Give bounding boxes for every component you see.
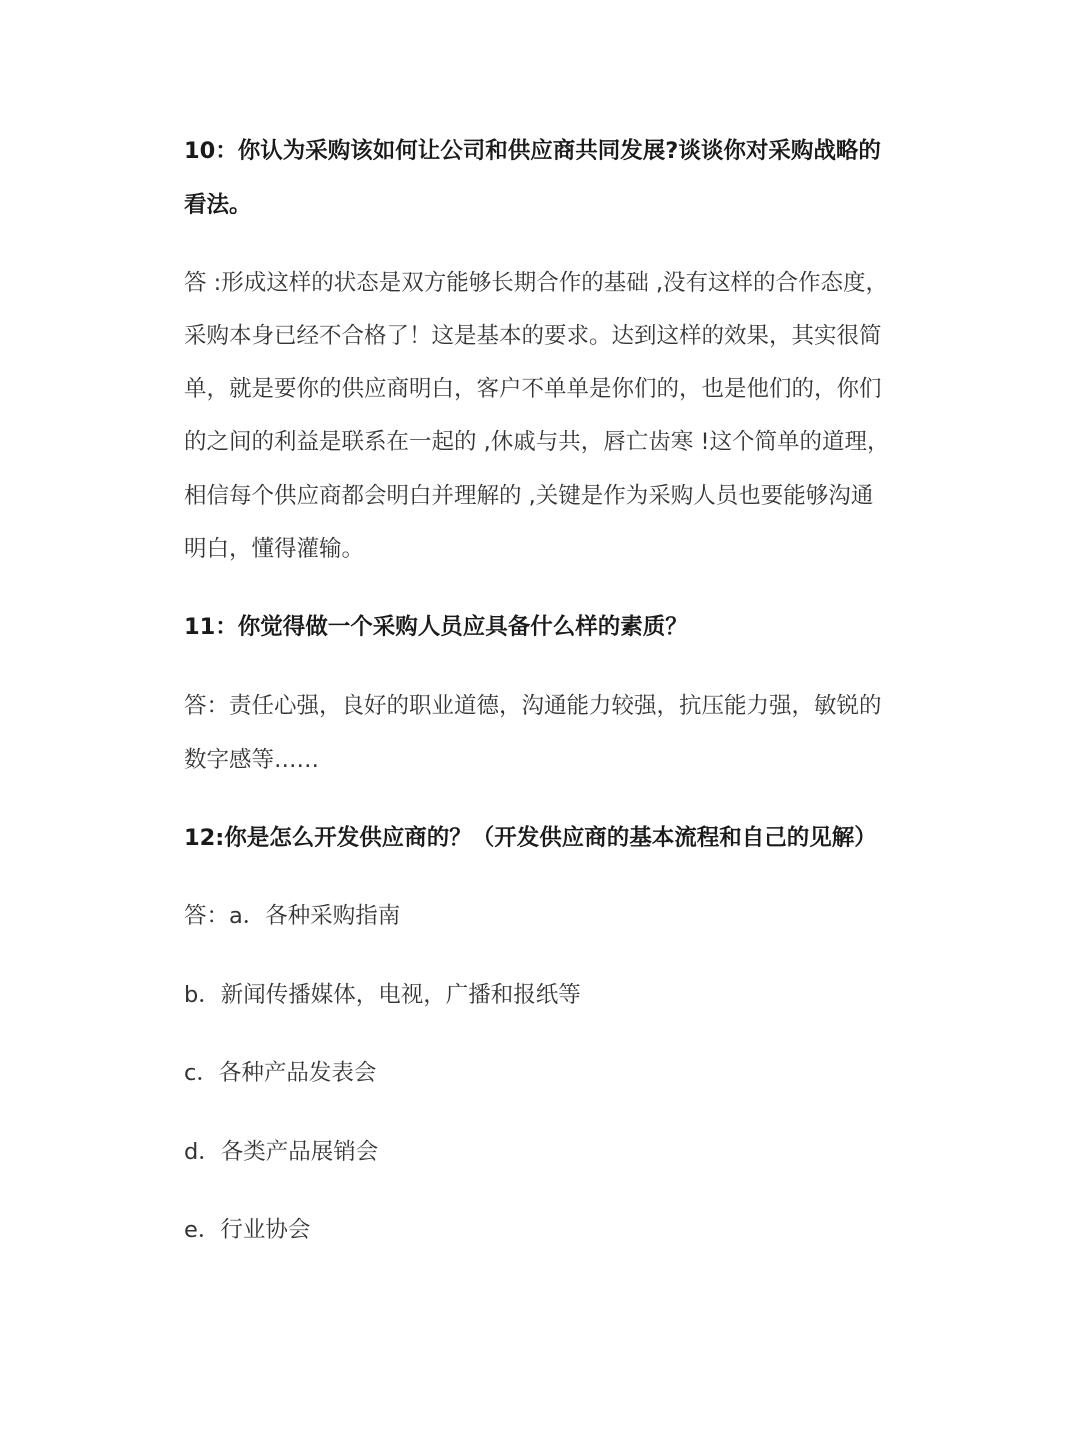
- answer-11-line-1: 答：责任心强，良好的职业道德，沟通能力较强，抗压能力强，敏锐的: [184, 693, 882, 719]
- answer-10-line-5: 相信每个供应商都会明白并理解的 ,关键是作为采购人员也要能够沟通: [184, 483, 874, 509]
- question-11-line-1: 11：你觉得做一个采购人员应具备什么样的素质？: [184, 614, 688, 640]
- answer-12-item-e: e．行业协会: [184, 1217, 311, 1243]
- answer-12-item-b: b．新闻传播媒体，电视，广播和报纸等: [184, 982, 581, 1008]
- answer-10-line-1: 答 :形成这样的状态是双方能够长期合作的基础 ,没有这样的合作态度，: [184, 270, 889, 296]
- answer-12-item-a: 答：a．各种采购指南: [184, 903, 401, 929]
- answer-12-item-d: d．各类产品展销会: [184, 1139, 379, 1165]
- answer-10-line-4: 的之间的利益是联系在一起的 ,休戚与共，唇亡齿寒 !这个简单的道理，: [184, 429, 890, 455]
- question-10-line-2: 看法。: [184, 192, 252, 218]
- answer-12-item-c: c．各种产品发表会: [184, 1060, 377, 1086]
- answer-10-line-2: 采购本身已经不合格了！这是基本的要求。达到这样的效果，其实很简: [184, 323, 882, 349]
- answer-10-line-3: 单，就是要你的供应商明白，客户不单单是你们的，也是他们的，你们: [184, 376, 882, 402]
- answer-11-line-2: 数字感等……: [184, 747, 320, 773]
- answer-10-line-6: 明白，懂得灌输。: [184, 536, 365, 562]
- question-12-line-1: 12:你是怎么开发供应商的？（开发供应商的基本流程和自己的见解）: [184, 825, 877, 851]
- question-10-line-1: 10：你认为采购该如何让公司和供应商共同发展?谈谈你对采购战略的: [184, 138, 881, 164]
